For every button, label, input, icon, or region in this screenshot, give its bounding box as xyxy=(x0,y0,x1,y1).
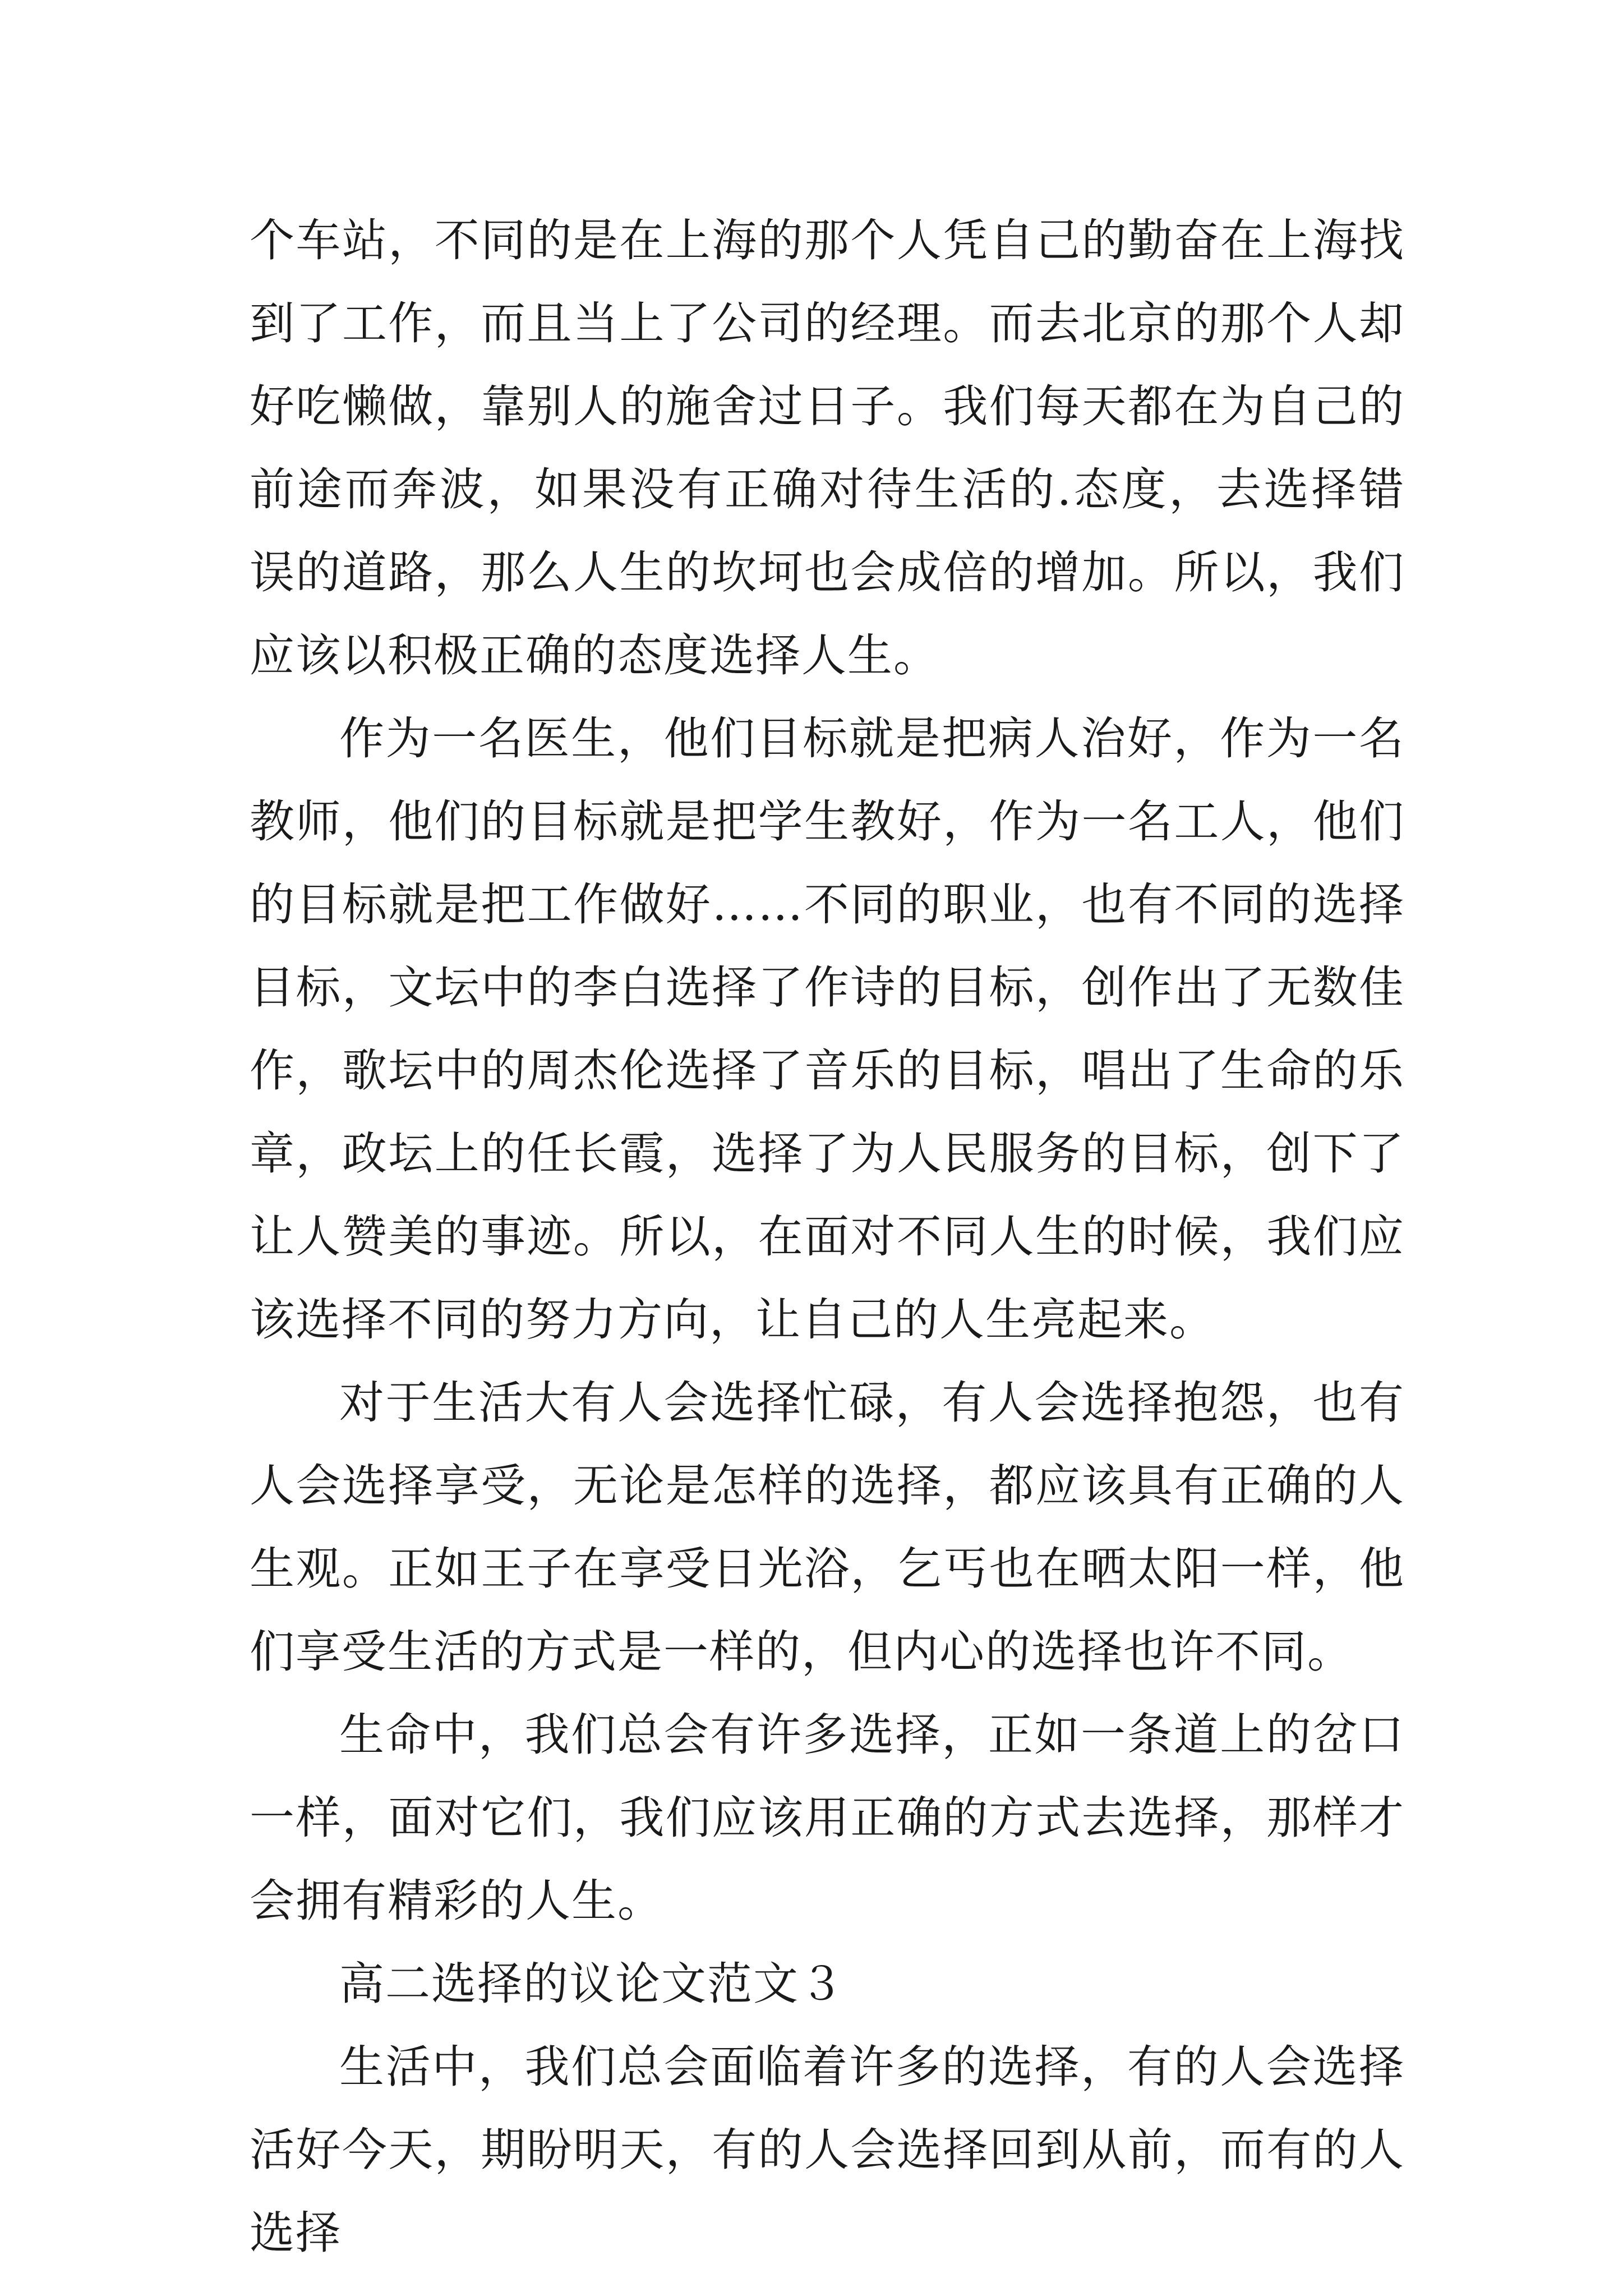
paragraph-life-crossroads: 生命中，我们总会有许多选择，正如一条道上的岔口一样，面对它们，我们应该用正确的方式去选择，那样才会拥有精彩的人生。 xyxy=(250,1709,1405,1927)
paragraph-continued: 个车站，不同的是在上海的那个人凭自己的勤奋在上海找到了工作，而且当上了公司的经理。而去北京的那个人却好吃懒做，靠别人的施舍过日子。我们每天都在为自己的前途而奔波，如果没有正确对待生活的.态度，去选择错误的道路，那么人生的坎坷也会成倍的增加。所以，我们应该以积极正确的态度选择人生。 xyxy=(250,214,1405,682)
document-body xyxy=(250,199,1405,2275)
paragraph-essay-3-start: 生活中，我们总会面临着许多的选择，有的人会选择活好今天，期盼明天，有的人会选择回到从前，而有的人选择 xyxy=(250,2041,1405,2259)
section-heading: 高二选择的议论文范文３ xyxy=(339,1958,845,2010)
paragraph-life-choices: 对于生活大有人会选择忙碌，有人会选择抱怨，也有人会选择享受，无论是怎样的选择，都应该具有正确的人生观。正如王子在享受日光浴，乞丐也在晒太阳一样，他们享受生活的方式是一样的，但内心的选择也许不同。 xyxy=(250,1377,1405,1678)
paragraph-professions: 作为一名医生，他们目标就是把病人治好，作为一名教师，他们的目标就是把学生教好，作为一名工人，他们的目标就是把工作做好……不同的职业，也有不同的选择目标，文坛中的李白选择了作诗的目标，创作出了无数佳作，歌坛中的周杰伦选择了音乐的目标，唱出了生命的乐章，政坛上的任长霞，选择了为人民服务的目标，创下了让人赞美的事迹。所以，在面对不同人生的时候，我们应该选择不同的努力方向，让自己的人生亮起来。 xyxy=(250,712,1405,1346)
